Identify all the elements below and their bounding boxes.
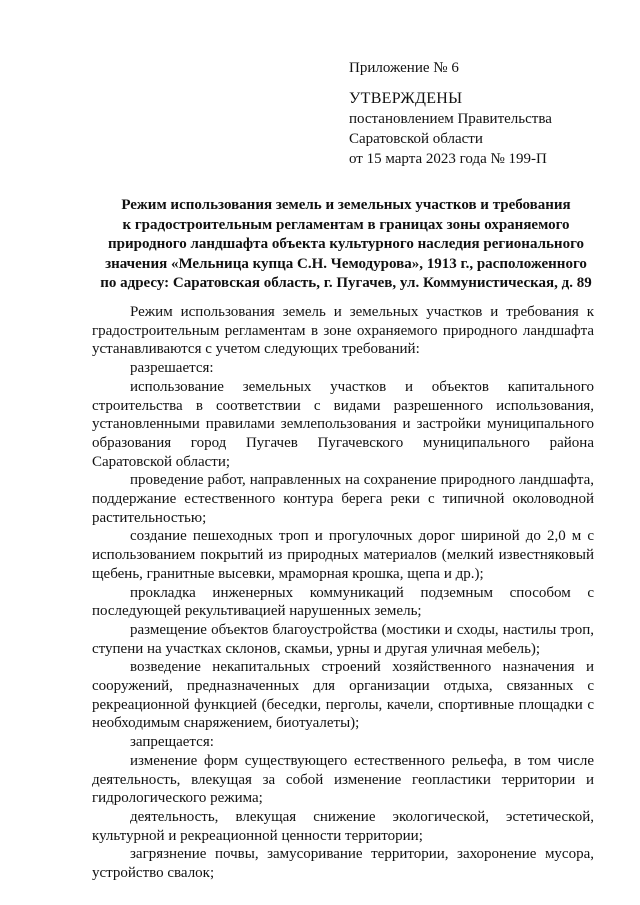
title-line: по адресу: Саратовская область, г. Пугачев, ул. Коммунистическая, д. 89 bbox=[100, 275, 592, 292]
permitted-item: проведение работ, направленных на сохранение природного ландшафта, поддержание естественного контура берега реки с типичной околоводной растительностью; bbox=[92, 472, 594, 526]
permitted-item: размещение объектов благоустройства (мостики и сходы, настилы троп, ступени на участках склонов, скамьи, урны и другая уличная мебель); bbox=[92, 621, 594, 657]
title-line: значения «Мельница купца С.Н. Чемодурова», 1913 г., расположенного bbox=[105, 255, 587, 272]
permitted-item: возведение некапитальных строений хозяйственного назначения и сооружений, предназначенных для организации отдыха, связанных с рекреационной функцией (беседки, перголы, качели, спортивные площадки с необходимым снаряжением, биотуалеты); bbox=[92, 659, 594, 732]
prohibited-item: деятельность, влекущая снижение экологической, эстетической, культурной и рекреационной ценности территории; bbox=[92, 808, 594, 844]
approval-line-2: Саратовской области bbox=[349, 131, 483, 147]
approved-heading: УТВЕРЖДЕНЫ bbox=[349, 90, 463, 107]
document-title bbox=[92, 196, 600, 294]
approval-block bbox=[349, 58, 619, 169]
intro-paragraph: Режим использования земель и земельных участков и требования к градостроительным регламентам в зоне охраняемого природного ландшафта устанавливаются с учетом следующих требований: bbox=[92, 304, 594, 358]
approval-line-1: постановлением Правительства bbox=[349, 111, 552, 127]
permitted-item: использование земельных участков и объектов капитального строительства в соответствии с видами разрешенного использования, установленными правилами землепользования и застройки муниципального образования город Пугачев Пугачевского муниципального района Саратовской области; bbox=[92, 378, 594, 470]
prohibited-item: изменение форм существующего естественного рельефа, в том числе деятельность, влекущая за собой изменение геопластики территории и гидрологического режима; bbox=[92, 752, 594, 807]
title-line: к градостроительным регламентам в границах зоны охраняемого bbox=[122, 216, 570, 233]
title-line: Режим использования земель и земельных участков и требования bbox=[121, 197, 571, 213]
permitted-item: создание пешеходных троп и прогулочных дорог шириной до 2,0 м с использованием покрытий из природных материалов (мелкий известняковый щебень, гранитные высевки, мраморная крошка, щепа и др.); bbox=[92, 528, 594, 582]
document-body bbox=[92, 303, 594, 883]
prohibited-item: загрязнение почвы, замусоривание территории, захоронение мусора, устройство свалок; bbox=[92, 846, 594, 882]
title-line: природного ландшафта объекта культурного наследия регионального bbox=[107, 236, 585, 253]
prohibited-heading: запрещается: bbox=[130, 734, 214, 751]
approval-line-3: от 15 марта 2023 года № 199-П bbox=[349, 151, 547, 167]
annex-number: Приложение № 6 bbox=[349, 60, 459, 76]
permitted-heading: разрешается: bbox=[130, 360, 214, 377]
permitted-item: прокладка инженерных коммуникаций подземным способом с последующей рекультивацией нарушенных земель; bbox=[92, 584, 594, 620]
